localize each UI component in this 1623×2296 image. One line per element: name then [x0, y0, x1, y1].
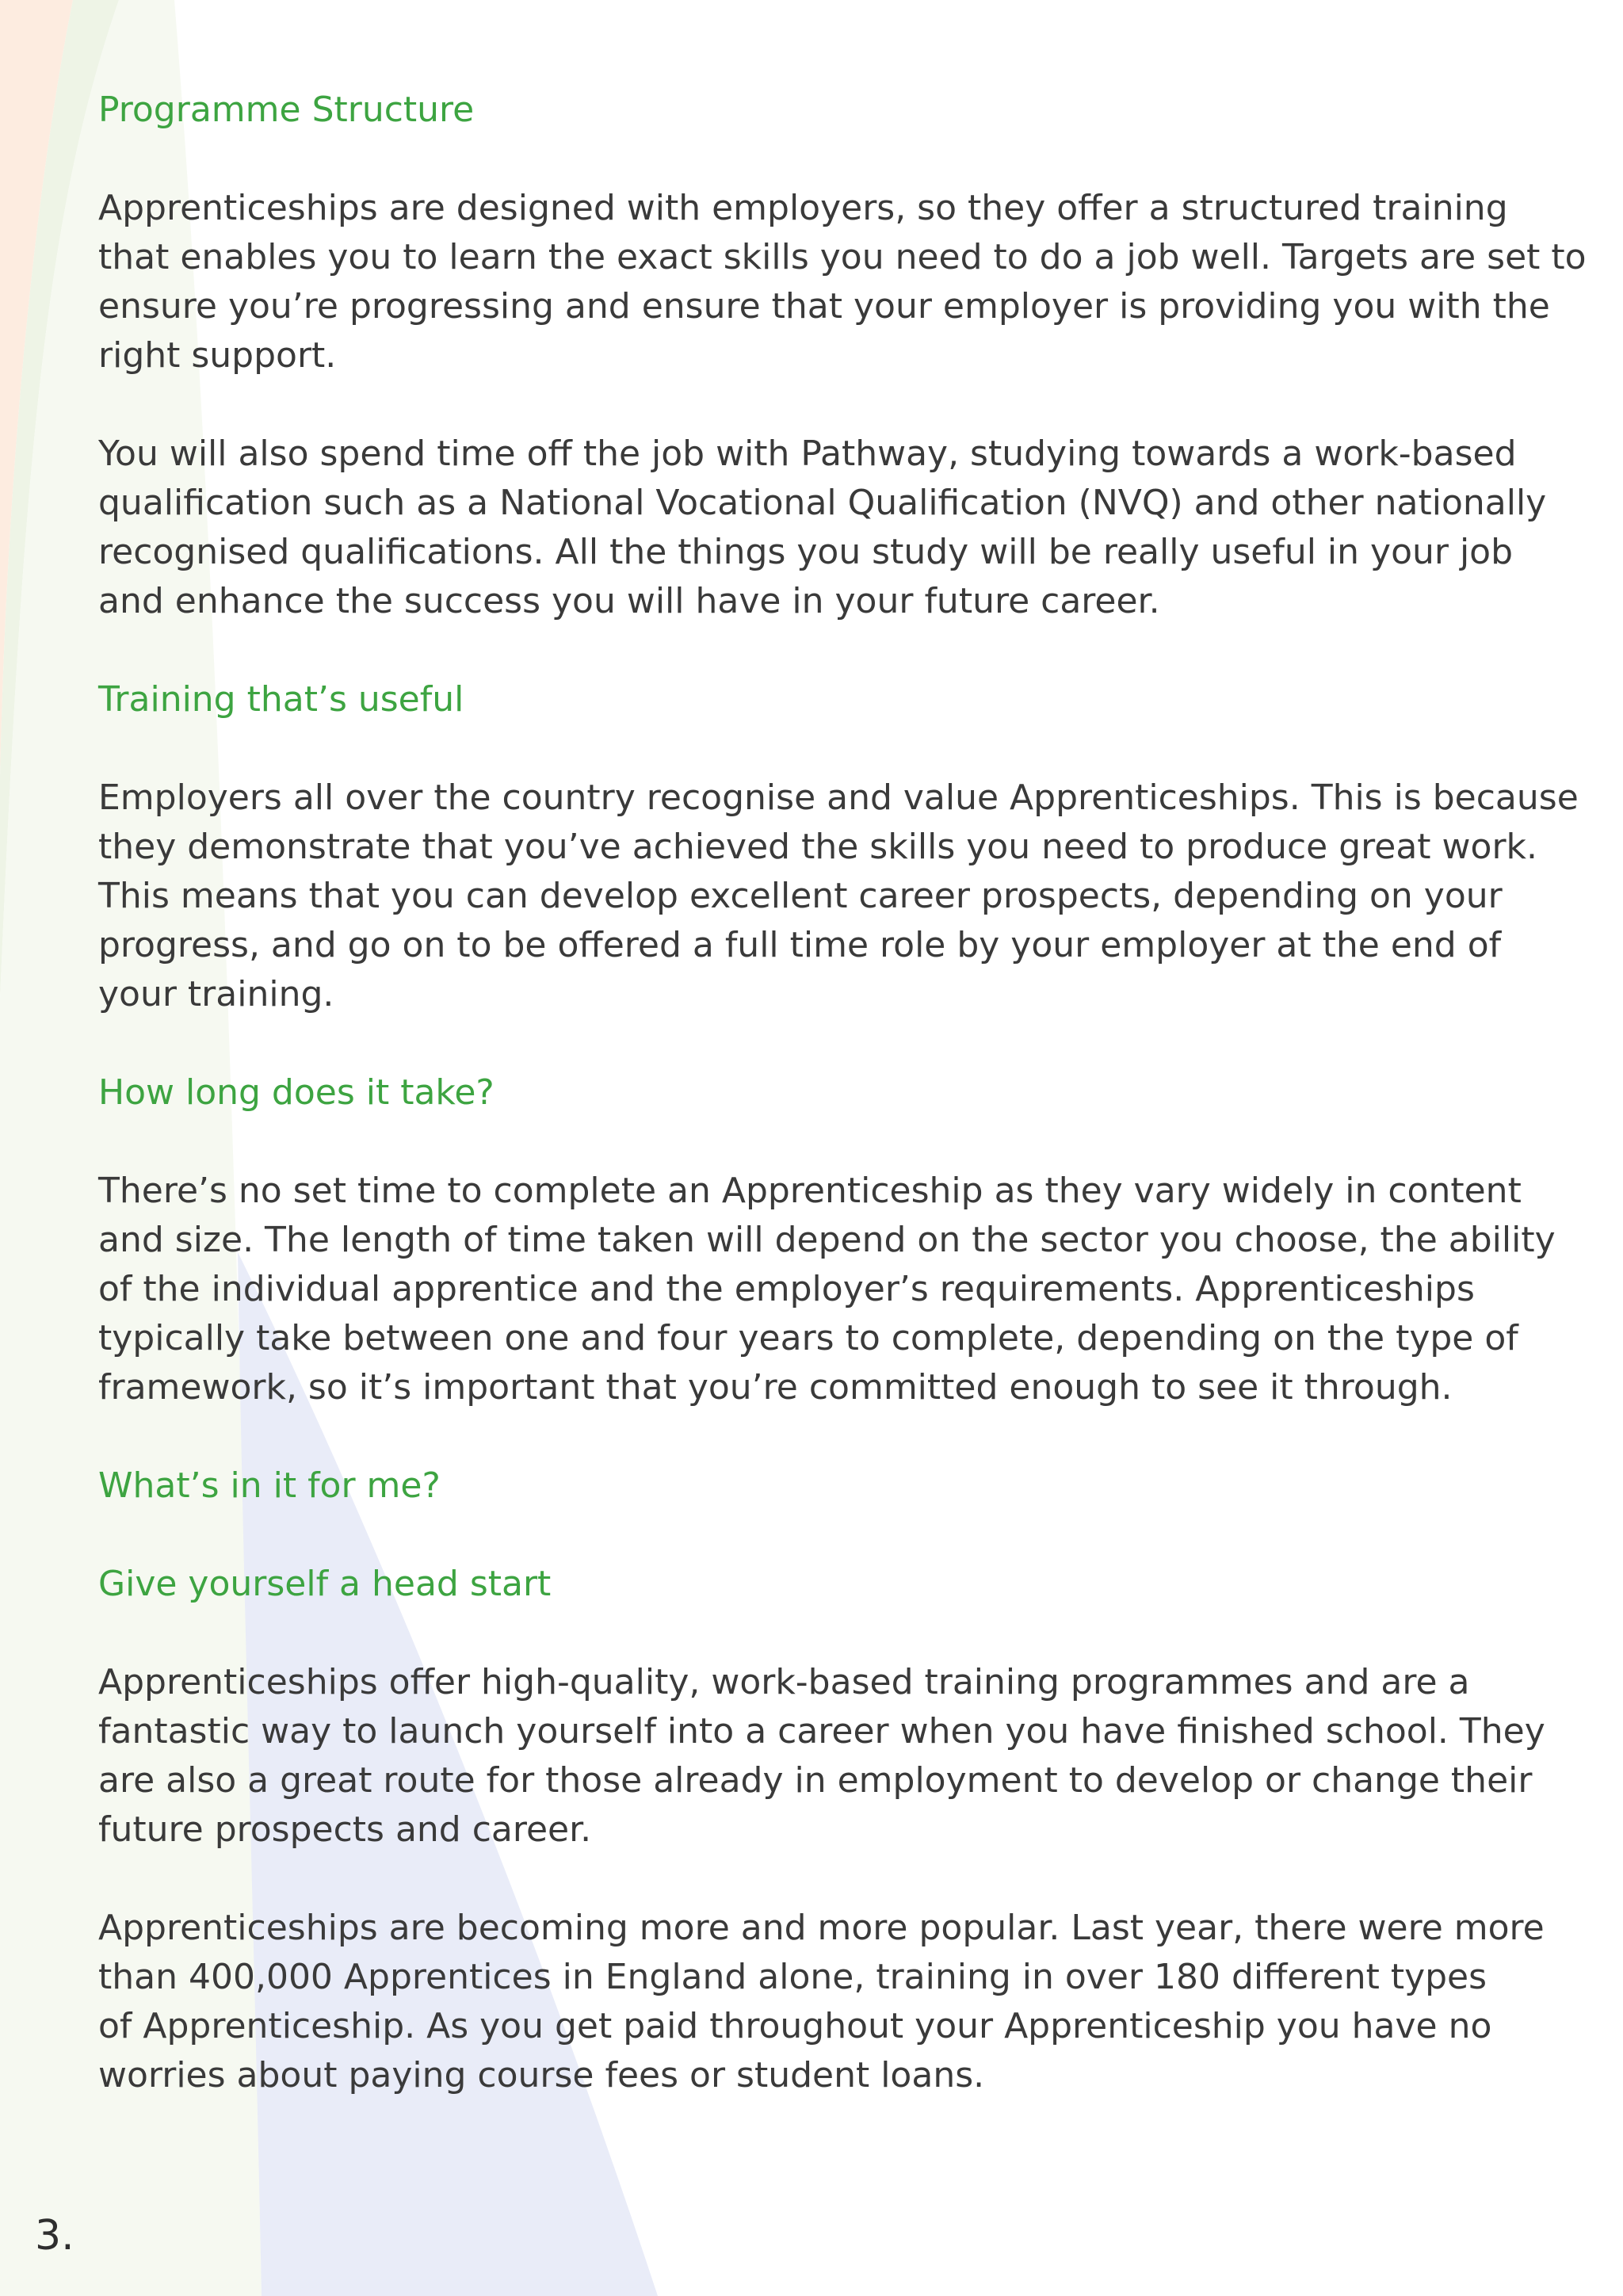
text-line: of the individual apprentice and the employer’s requirements. Apprenticeships [98, 1269, 1475, 1309]
text-line: framework, so it’s important that you’re committed enough to see it through. [98, 1367, 1453, 1408]
text-line: and size. The length of time taken will depend on the sector you choose, the ability [98, 1220, 1556, 1260]
text-line: Apprenticeships are designed with employers, so they offer a structured training [98, 188, 1508, 228]
section-heading-programme-structure: Programme Structure [98, 90, 475, 130]
text-line: Apprenticeships offer high-quality, work-based training programmes and are a [98, 1662, 1470, 1702]
text-line: progress, and go on to be offered a full time role by your employer at the end of [98, 925, 1502, 965]
text-line: Employers all over the country recognise and value Apprenticeships. This is because [98, 777, 1579, 818]
text-line: fantastic way to launch yourself into a career when you have finished school. They [98, 1711, 1545, 1752]
section-heading-whats-in-it: What’s in it for me? [98, 1465, 441, 1506]
text-line: qualification such as a National Vocational Qualification (NVQ) and other nationally [98, 483, 1547, 523]
paragraph-structured-training [98, 184, 1587, 380]
text-line: ensure you’re progressing and ensure that your employer is providing you with the [98, 286, 1550, 327]
paragraph-employers-value [98, 774, 1579, 1019]
text-line: This means that you can develop excellent career prospects, depending on your [98, 876, 1503, 916]
paragraph-popularity [98, 1904, 1545, 2100]
text-line: than 400,000 Apprentices in England alone, training in over 180 different types [98, 1957, 1487, 1997]
text-line: Apprenticeships are becoming more and more popular. Last year, there were more [98, 1908, 1545, 1948]
text-line: recognised qualifications. All the things you study will be really useful in your job [98, 532, 1514, 572]
text-line: future prospects and career. [98, 1809, 592, 1850]
text-line: There’s no set time to complete an Apprenticeship as they vary widely in content [98, 1171, 1522, 1211]
section-heading-training-useful: Training that’s useful [98, 679, 464, 720]
text-line: and enhance the success you will have in your future career. [98, 581, 1160, 621]
page-content [98, 86, 1587, 2149]
text-line: they demonstrate that you’ve achieved the skills you need to produce great work. [98, 827, 1538, 867]
section-heading-head-start: Give yourself a head start [98, 1564, 552, 1604]
text-line: You will also spend time off the job with Pathway, studying towards a work-based [98, 434, 1517, 474]
text-line: of Apprenticeship. As you get paid throughout your Apprenticeship you have no [98, 2006, 1492, 2046]
page-number: 3. [35, 2212, 74, 2260]
text-line: worries about paying course fees or student loans. [98, 2055, 985, 2095]
text-line: typically take between one and four years to complete, depending on the type of [98, 1318, 1518, 1358]
text-line: right support. [98, 335, 337, 376]
paragraph-high-quality-training [98, 1658, 1545, 1855]
text-line: that enables you to learn the exact skills you need to do a job well. Targets are set to [98, 237, 1587, 277]
text-line: are also a great route for those already in employment to develop or change their [98, 1760, 1533, 1801]
paragraph-off-the-job-study [98, 430, 1547, 626]
text-line: your training. [98, 974, 334, 1014]
section-heading-how-long: How long does it take? [98, 1072, 495, 1113]
paragraph-duration [98, 1167, 1556, 1412]
